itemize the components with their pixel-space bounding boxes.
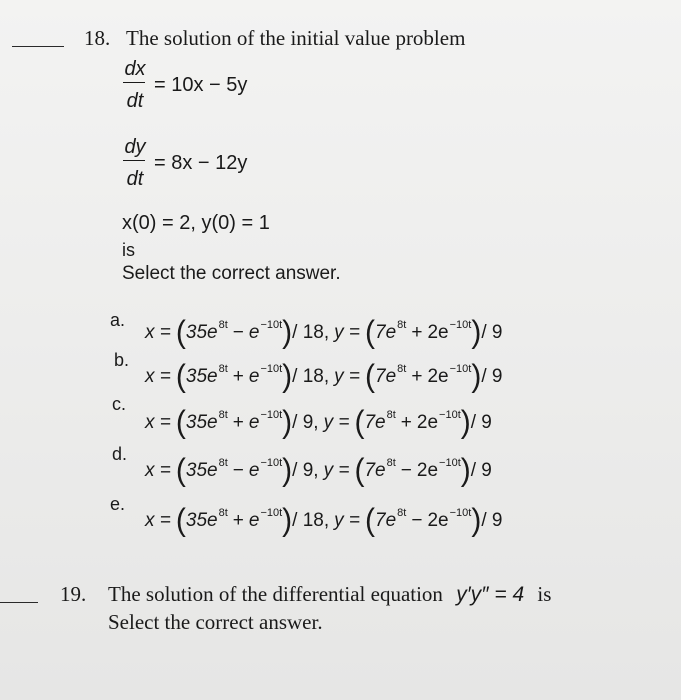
y-lhs: y = (334, 322, 361, 343)
instruction-19: Select the correct answer. (108, 610, 323, 634)
close-paren: ) (282, 359, 293, 394)
x-lhs: x = (145, 510, 171, 531)
x-divisor: / 9, (292, 412, 319, 433)
x-term-1: $35e^{8t}$ (185, 319, 228, 343)
answer-blank-18[interactable] (12, 46, 64, 47)
x-operator: + (232, 412, 244, 433)
option-letter[interactable]: b. (114, 350, 130, 370)
fraction-denominator-dt: dt (126, 168, 144, 190)
equation-rhs-2: = 8x − 12y (154, 152, 248, 174)
y-divisor: / 9 (481, 366, 503, 387)
x-operator: + (232, 510, 244, 531)
open-paren: ( (365, 359, 376, 394)
answer-blank-19[interactable] (0, 602, 38, 603)
differential-equation: y′y″ = 4 (456, 583, 525, 606)
open-paren: ( (354, 405, 365, 440)
x-term-2: $e^{-10t}$ (248, 507, 283, 531)
y-lhs: y = (334, 366, 361, 387)
x-term-2: $e^{-10t}$ (248, 363, 283, 387)
open-paren: ( (175, 359, 186, 394)
open-paren: ( (354, 453, 365, 488)
option-expression (145, 315, 503, 350)
option-expression (145, 453, 492, 488)
x-divisor: / 9, (292, 460, 319, 481)
open-paren: ( (365, 503, 376, 538)
y-operator: + (400, 412, 412, 433)
x-operator: + (232, 366, 244, 387)
y-lhs: y = (334, 510, 361, 531)
y-term-2: $2e^{-10t}$ (416, 457, 461, 481)
y-operator: + (411, 366, 423, 387)
question-prompt-19 (108, 582, 551, 607)
equation-rhs-1: = 10x − 5y (154, 74, 248, 96)
open-paren: ( (175, 405, 186, 440)
open-paren: ( (365, 315, 376, 350)
prompt-19-part-b: is (537, 582, 552, 606)
instruction-18: Select the correct answer. (122, 263, 341, 284)
y-term-1: $7e^{8t}$ (375, 319, 407, 343)
fraction-bar (123, 82, 145, 83)
prompt-19-part-a: The solution of the differential equation (108, 582, 443, 606)
option-letter[interactable]: a. (110, 310, 126, 330)
y-term-2: $2e^{-10t}$ (427, 319, 472, 343)
y-term-2: $2e^{-10t}$ (416, 409, 461, 433)
y-divisor: / 9 (470, 412, 492, 433)
close-paren: ) (282, 405, 293, 440)
x-divisor: / 18, (292, 366, 330, 387)
close-paren: ) (282, 315, 293, 350)
close-paren: ) (471, 315, 482, 350)
x-term-2: $e^{-10t}$ (248, 409, 283, 433)
y-term-1: $7e^{8t}$ (364, 409, 396, 433)
y-lhs: y = (323, 460, 350, 481)
fraction-numerator-dy: dy (124, 136, 146, 158)
y-operator: − (400, 460, 412, 481)
option-letter[interactable]: e. (110, 494, 126, 514)
y-term-2: $2e^{-10t}$ (427, 507, 472, 531)
y-operator: − (411, 510, 423, 531)
x-term-2: $e^{-10t}$ (248, 457, 283, 481)
y-term-1: $7e^{8t}$ (364, 457, 396, 481)
question-number-18: 18. (84, 26, 111, 50)
fraction-denominator-dt: dt (126, 90, 144, 112)
initial-conditions: x(0) = 2, y(0) = 1 (122, 212, 270, 234)
x-lhs: x = (145, 366, 171, 387)
close-paren: ) (282, 453, 293, 488)
open-paren: ( (175, 453, 186, 488)
option-expression (145, 503, 503, 538)
x-term-1: $35e^{8t}$ (185, 363, 228, 387)
y-term-1: $7e^{8t}$ (375, 363, 407, 387)
x-term-1: $35e^{8t}$ (185, 507, 228, 531)
x-operator: − (232, 322, 244, 343)
x-divisor: / 18, (292, 322, 330, 343)
x-term-1: $35e^{8t}$ (185, 457, 228, 481)
y-operator: + (411, 322, 423, 343)
x-lhs: x = (145, 412, 171, 433)
y-lhs: y = (323, 412, 350, 433)
is-text: is (122, 240, 135, 260)
y-divisor: / 9 (470, 460, 492, 481)
x-lhs: x = (145, 322, 171, 343)
close-paren: ) (460, 453, 471, 488)
x-term-1: $35e^{8t}$ (185, 409, 228, 433)
option-letter[interactable]: c. (112, 394, 127, 414)
open-paren: ( (175, 315, 186, 350)
option-expression (145, 359, 503, 394)
question-number-19: 19. (60, 582, 87, 606)
option-expression (145, 405, 492, 440)
y-term-1: $7e^{8t}$ (375, 507, 407, 531)
x-term-2: $e^{-10t}$ (248, 319, 283, 343)
question-prompt-18: The solution of the initial value problem (126, 26, 466, 50)
open-paren: ( (175, 503, 186, 538)
x-divisor: / 18, (292, 510, 330, 531)
y-divisor: / 9 (481, 322, 503, 343)
y-divisor: / 9 (481, 510, 503, 531)
x-lhs: x = (145, 460, 171, 481)
close-paren: ) (471, 503, 482, 538)
x-operator: − (232, 460, 244, 481)
y-term-2: $2e^{-10t}$ (427, 363, 472, 387)
close-paren: ) (471, 359, 482, 394)
fraction-numerator-dx: dx (124, 58, 146, 80)
fraction-bar (123, 160, 145, 161)
option-letter[interactable]: d. (112, 444, 128, 464)
close-paren: ) (282, 503, 293, 538)
close-paren: ) (460, 405, 471, 440)
